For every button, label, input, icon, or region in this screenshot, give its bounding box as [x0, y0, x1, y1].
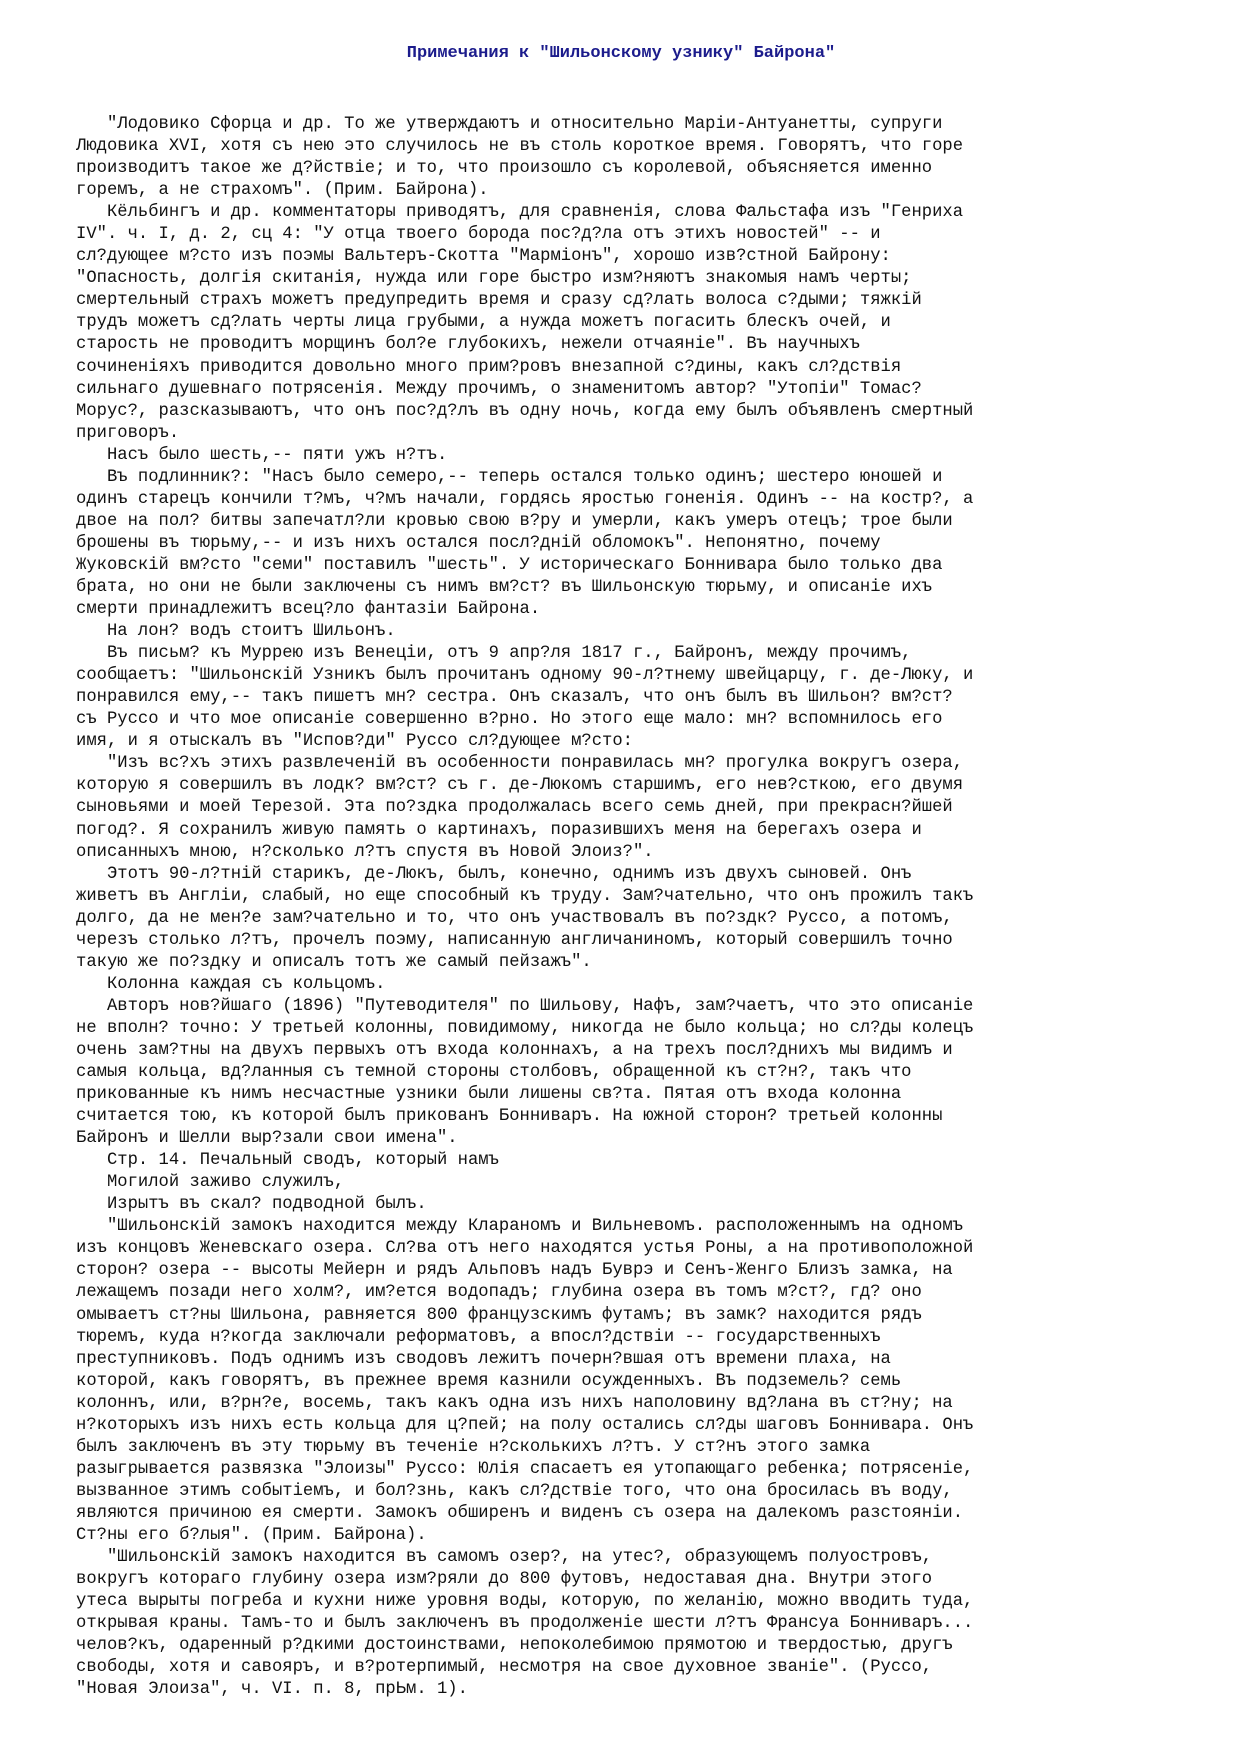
text-line: Могилой заживо служилъ, — [76, 1173, 345, 1193]
text-line: IV". ч. I, д. 2, сц 4: "У отца твоего борода пос?д?ла отъ этихъ новостей" -- и — [76, 225, 881, 245]
text-line: Въ подлинник?: "Насъ было семеро,-- теперь остался только одинъ; шестеро юношей и — [76, 467, 943, 487]
text-line: такую же по?здку и описалъ тотъ же самый пейзажъ". — [76, 952, 592, 972]
text-line: брошены въ тюрьму,-- и изъ нихъ остался посл?дній обломокъ". Непонятно, почему — [76, 533, 881, 553]
text-line: разыгрывается развязка "Элоизы" Руссо: Юлія спасаетъ ея утопающаго ребенка; потрясеніе, — [76, 1459, 974, 1479]
text-line: которую я совершилъ въ лодк? вм?ст? съ г. де-Люкомъ старшимъ, его нев?сткою, его двумя — [76, 776, 964, 796]
text-line: изъ концовъ Женевскаго озера. Сл?ва отъ него находятся устья Роны, а на противоположной — [76, 1239, 974, 1259]
document-title: Примечания к "Шильонскому узнику" Байрона" — [406, 44, 836, 63]
text-line: Этотъ 90-л?тній старикъ, де-Люкъ, былъ, конечно, однимъ изъ двухъ сыновей. Онъ — [76, 864, 912, 884]
text-line: производитъ такое же д?йствіе; и то, что произошло съ королевой, объясняется именно — [76, 159, 933, 179]
text-line: колоннъ, или, в?рн?е, восемь, такъ какъ одна изъ нихъ наполовину вд?лана въ ст?ну; на — [76, 1393, 953, 1413]
text-line: Стр. 14. Печальный сводъ, который намъ — [76, 1151, 499, 1171]
text-line: живетъ въ Англіи, слабый, но еще способный къ труду. Зам?чательно, что онъ прожилъ такъ — [76, 886, 974, 906]
text-line: приговоръ. — [76, 423, 180, 443]
text-line: которой, какъ говорятъ, въ прежнее время казнили осужденныхъ. Въ подземель? семь — [76, 1371, 902, 1391]
text-line: Морус?, разсказываютъ, что онъ пос?д?лъ въ одну ночь, когда ему былъ объявленъ смертный — [76, 401, 974, 421]
text-line: "Шильонскій замокъ находится въ самомъ озер?, на утес?, образующемъ полуостровъ, — [76, 1548, 933, 1568]
text-line: понравился ему,-- такъ пишетъ мн? сестра. Онъ сказалъ, что онъ былъ въ Шильон? вм?ст? — [76, 688, 953, 708]
text-line: считается тою, къ которой былъ прикованъ Бонниваръ. На южной сторон? третьей колонны — [76, 1107, 943, 1127]
text-line: открывая краны. Тамъ-то и былъ заключенъ въ продолженіе шести л?тъ Франсуа Бонниваръ... — [76, 1614, 974, 1634]
text-line: Въ письм? къ Муррею изъ Венеціи, отъ 9 апр?ля 1817 г., Байронъ, между прочимъ, — [76, 644, 912, 664]
text-line: сочиненіяхъ приводится довольно много прим?ровъ внезапной с?дины, какъ сл?дствія — [76, 357, 902, 377]
text-line: смертельный страхъ можетъ предупредить время и сразу сд?лать волоса с?дыми; тяжкій — [76, 291, 922, 311]
text-line: самыя кольца, вд?ланныя съ темной стороны столбовъ, обращенной къ ст?н?, такъ что — [76, 1063, 912, 1083]
text-line: сл?дующее м?сто изъ поэмы Вальтеръ-Скотта "Марміонъ", хорошо изв?стной Байрону: — [76, 247, 891, 267]
text-line: вызванное этимъ событіемъ, и бол?знь, какъ сл?дствіе того, что она бросилась въ воду, — [76, 1481, 953, 1501]
text-line: челов?къ, одаренный р?дкими достоинствами, непоколебимою прямотою и твердостью, другъ — [76, 1636, 953, 1656]
text-line: Насъ было шесть,-- пяти ужъ н?тъ. — [76, 445, 448, 465]
document-body — [76, 114, 1186, 1701]
text-line: "Опасность, долгія скитанія, нужда или горе быстро изм?няютъ знакомыя намъ черты; — [76, 269, 912, 289]
text-line: "Лодовико Сфорца и др. То же утверждаютъ и относительно Маріи-Антуанетты, супруги — [76, 115, 943, 134]
text-line: не вполн? точно: У третьей колонны, повидимому, никогда не было кольца; но сл?ды колецъ — [76, 1018, 974, 1038]
text-line: былъ заключенъ въ эту тюрьму въ теченіе н?сколькихъ л?тъ. У ст?нъ этого замка — [76, 1437, 871, 1457]
text-line: одинъ старецъ кончили т?мъ, ч?мъ начали, гордясь яростью гоненія. Одинъ -- на костр?, а — [76, 489, 974, 509]
text-line: "Новая Элоиза", ч. VI. п. 8, прЬм. 1). — [76, 1680, 468, 1700]
text-line: горемъ, а не страхомъ". (Прим. Байрона). — [76, 181, 489, 201]
text-line: лежащемъ позади него холм?, им?ется водопадъ; глубина озера въ томъ м?ст?, гд? оно — [76, 1283, 922, 1303]
text-line: очень зам?тны на двухъ первыхъ отъ входа колоннахъ, а на трехъ посл?днихъ мы видимъ и — [76, 1040, 953, 1060]
text-line: съ Руссо и что мое описаніе совершенно в?рно. Но этого еще мало: мн? вспомнилось его — [76, 710, 943, 730]
text-line: Байронъ и Шелли выр?зали свои имена". — [76, 1129, 458, 1149]
text-line: черезъ столько л?тъ, прочелъ поэму, написанную англичаниномъ, который совершилъ точно — [76, 930, 953, 950]
text-line: двое на пол? битвы запечатл?ли кровью свою в?ру и умерли, какъ умеръ отецъ; трое были — [76, 511, 953, 531]
text-line: описанныхъ мною, н?сколько л?тъ спустя въ Новой Элоиз?". — [76, 842, 654, 862]
text-line: брата, но они не были заключены съ нимъ вм?ст? въ Шильонскую тюрьму, и описаніе ихъ — [76, 577, 933, 597]
text-line: имя, и я отыскалъ въ "Испов?ди" Руссо сл?дующее м?сто: — [76, 732, 633, 752]
text-line: Жуковскій вм?сто "семи" поставилъ "шесть". У историческаго Боннивара было только два — [76, 555, 943, 575]
text-line: омываетъ ст?ны Шильона, равняется 800 французскимъ футамъ; въ замк? находится рядъ — [76, 1305, 922, 1325]
text-line: Кёльбингъ и др. комментаторы приводятъ, для сравненія, слова Фальстафа изъ "Генриха — [76, 203, 964, 223]
text-line: "Шильонскій замокъ находится между Клараномъ и Вильневомъ. расположеннымъ на одномъ — [76, 1217, 964, 1237]
text-line: старость не проводитъ морщинъ бол?е глубокихъ, нежели отчаяніе". Въ научныхъ — [76, 335, 860, 355]
text-line: Людовика XVI, хотя съ нею это случилось не въ столь короткое время. Говорятъ, что горе — [76, 137, 964, 157]
text-line: трудъ можетъ сд?лать черты лица грубыми, а нужда можетъ погасить блескъ очей, и — [76, 313, 891, 333]
text-line: сторон? озера -- высоты Мейерн и рядъ Альповъ надъ Буврэ и Сенъ-Женго Близъ замка, на — [76, 1261, 953, 1281]
text-line: н?которыхъ изъ нихъ есть кольца для ц?пей; на полу остались сл?ды шаговъ Боннивара. Онъ — [76, 1415, 974, 1435]
text-line: Авторъ нов?йшаго (1896) "Путеводителя" по Шильову, Нафъ, зам?чаетъ, что это описаніе — [76, 996, 974, 1016]
text-line: Ст?ны его б?лыя". (Прим. Байрона). — [76, 1526, 427, 1545]
text-line: "Изъ вс?хъ этихъ развлеченій въ особенности понравилась мн? прогулка вокругъ озера, — [76, 754, 964, 774]
text-line: сыновьями и моей Терезой. Эта по?здка продолжалась всего семь дней, при прекрасн?йшей — [76, 798, 953, 818]
text-line: Изрытъ въ скал? подводной былъ. — [76, 1195, 427, 1215]
text-line: прикованные къ нимъ несчастные узники были лишены св?та. Пятая отъ входа колонна — [76, 1085, 902, 1105]
text-line: На лон? водъ стоитъ Шильонъ. — [76, 622, 396, 642]
text-line: Колонна каждая съ кольцомъ. — [76, 974, 386, 994]
text-line: являются причиною ея смерти. Замокъ обширенъ и виденъ съ озера на далекомъ разстояніи. — [76, 1503, 964, 1523]
text-line: утеса вырыты погреба и кухни ниже уровня воды, которую, по желанію, можно вводить туда, — [76, 1592, 974, 1612]
text-line: сообщаетъ: "Шильонскій Узникъ былъ прочитанъ одному 90-л?тнему швейцарцу, г. де-Люку, и — [76, 666, 974, 686]
text-line: сильнаго душевнаго потрясенія. Между прочимъ, о знаменитомъ автор? "Утопіи" Томас? — [76, 379, 922, 399]
text-line: вокругъ котораго глубину озера изм?ряли до 800 футовъ, недоставая дна. Внутри этого — [76, 1570, 933, 1590]
text-line: тюремъ, куда н?когда заключали реформатовъ, а впосл?дствіи -- государственныхъ — [76, 1327, 881, 1347]
text-line: смерти принадлежитъ всец?ло фантазіи Байрона. — [76, 600, 541, 620]
text-line: долго, да не мен?е зам?чательно и то, что онъ участвовалъ въ по?здк? Руссо, а потомъ, — [76, 908, 953, 928]
text-line: преступниковъ. Подъ однимъ изъ сводовъ лежитъ почерн?вшая отъ времени плаха, на — [76, 1349, 891, 1369]
text-line: погод?. Я сохранилъ живую память о картинахъ, поразившихъ меня на берегахъ озера и — [76, 820, 922, 840]
text-line: свободы, хотя и савояръ, и в?ротерпимый, несмотря на свое духовное званіе". (Руссо, — [76, 1658, 933, 1678]
